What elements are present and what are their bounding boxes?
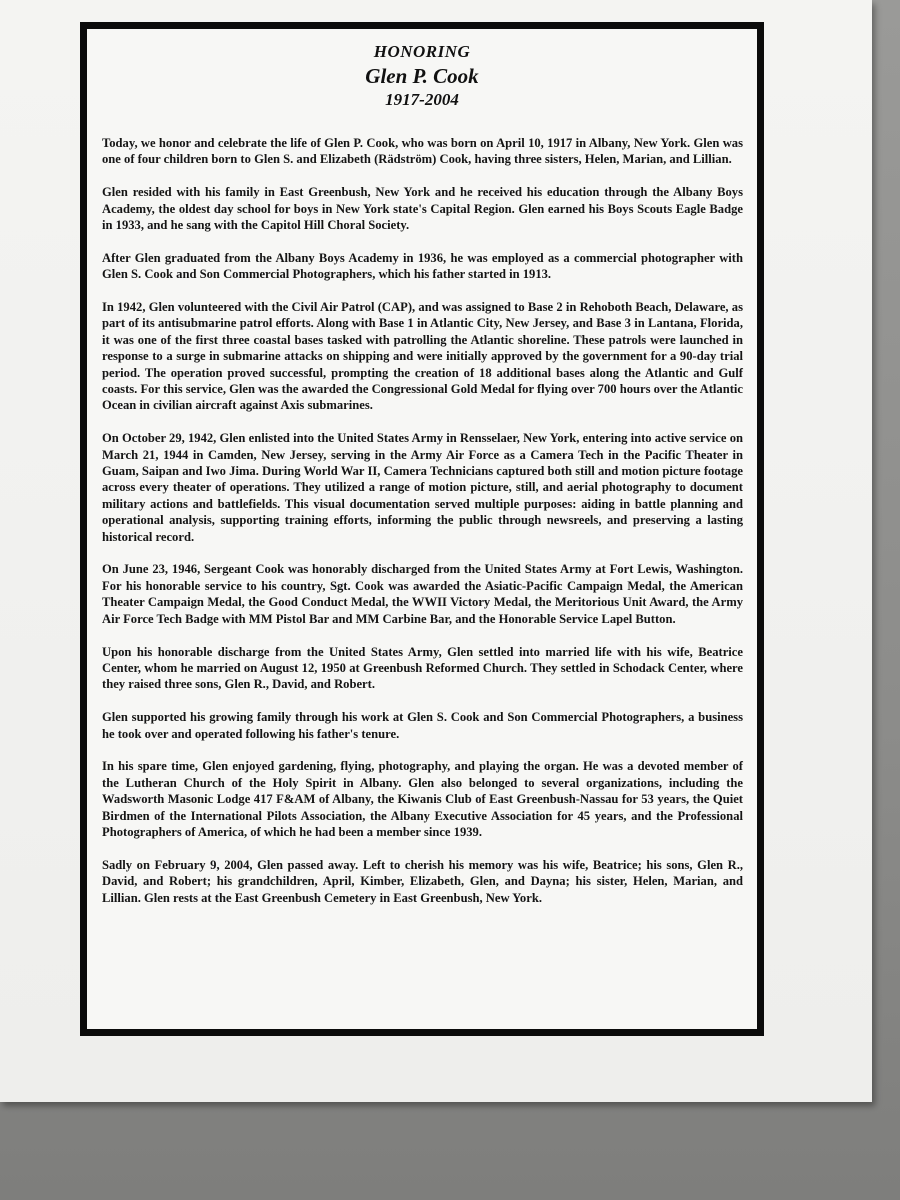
memorial-body — [102, 135, 743, 922]
paragraph-discharge: On June 23, 1946, Sergeant Cook was honorably discharged from the United States Army at Fort Lewis, Washington. For his honorable service to his country, Sgt. Cook was awarded the Asiatic-Pacific Campaign Medal, the American Theater Campaign Medal, the Good Conduct Medal, the WWII Victory Medal, the Meritorious Unit Award, the Army Air Force Tech Badge with MM Pistol Bar and MM Carbine Bar, and the Honorable Service Lapel Button. — [102, 562, 743, 626]
paragraph-passing: Sadly on February 9, 2004, Glen passed away. Left to cherish his memory was his wife, Beatrice; his sons, Glen R., David, and Robert; his grandchildren, April, Kimber, Elizabeth, Glen, and Dayna; his sister, Helen, Marian, and Lillian. Glen rests at the East Greenbush Cemetery in East Greenbush, New York. — [102, 857, 743, 905]
paragraph-civil-air-patrol: In 1942, Glen volunteered with the Civil Air Patrol (CAP), and was assigned to Base 2 in Rehoboth Beach, Delaware, as part of its antisubmarine patrol efforts. Along with Base 1 in Atlantic City, New Jersey, and Base 3 in Lantana, Florida, it was one of the first three coastal bases tasked with patrolling the Atlantic shoreline. These patrols were launched in response to a surge in submarine attacks on shipping and were initially approved by the government for a 90-day trial period. The operation proved successful, prompting the creation of 18 additional bases along the Atlantic and Gulf coasts. For this service, Glen was the awarded the Congressional Gold Medal for flying over 700 hours over the Atlantic Ocean in civilian aircraft against Axis submarines. — [102, 300, 743, 413]
memorial-frame — [80, 22, 764, 1036]
paragraph-marriage: Upon his honorable discharge from the United States Army, Glen settled into married life with his wife, Beatrice Center, whom he married on August 12, 1950 at Greenbush Reformed Church. They settled in Schodack Center, where they raised three sons, Glen R., David, and Robert. — [102, 644, 743, 692]
honoree-name: Glen P. Cook — [365, 64, 479, 88]
paragraph-education: Glen resided with his family in East Greenbush, New York and he received his education through the Albany Boys Academy, the oldest day school for boys in New York state's Capital Region. Glen earned his Boys Scouts Eagle Badge in 1933, and he sang with the Capitol Hill Choral Society. — [102, 185, 743, 233]
heading-honoring: HONORING — [373, 42, 471, 61]
paragraph-army-service: On October 29, 1942, Glen enlisted into the United States Army in Rensselaer, New York, entering into active service on March 21, 1944 in Camden, New Jersey, serving in the Army Air Force as a Camera Tech in the Pacific Theater in Guam, Saipan and Iwo Jima. During World War II, Camera Technicians captured both still and motion picture footage across every theater of operations. They utilized a range of motion picture, still, and aerial photography to document military actions and battlefields. This visual documentation served multiple purposes: aiding in battle planning and operational analysis, supporting training efforts, informing the public through newsreels, and preserving a lasting historical record. — [102, 431, 743, 544]
paragraph-employment: After Glen graduated from the Albany Boys Academy in 1936, he was employed as a commercial photographer with Glen S. Cook and Son Commercial Photographers, which his father started in 1913. — [102, 250, 743, 282]
paragraph-birth: Today, we honor and celebrate the life of Glen P. Cook, who was born on April 10, 1917 in Albany, New York. Glen was one of four children born to Glen S. and Elizabeth (Rädström) Cook, having three sisters, Helen, Marian, and Lillian. — [102, 136, 743, 167]
life-years: 1917-2004 — [385, 90, 459, 109]
paragraph-business: Glen supported his growing family through his work at Glen S. Cook and Son Commercial Photographers, a business he took over and operated following his father's tenure. — [102, 710, 743, 741]
memorial-header — [87, 41, 757, 111]
paragraph-hobbies: In his spare time, Glen enjoyed gardening, flying, photography, and playing the organ. He was a devoted member of the Lutheran Church of the Holy Spirit in Albany. Glen also belonged to several organizations, including the Wadsworth Masonic Lodge 417 F&AM of Albany, the Kiwanis Club of East Greenbush-Nassau for 53 years, the Quiet Birdmen of the International Pilots Association, the Albany Executive Association for 45 years, and the Professional Photographers of America, of which he had been a member since 1939. — [102, 759, 743, 839]
